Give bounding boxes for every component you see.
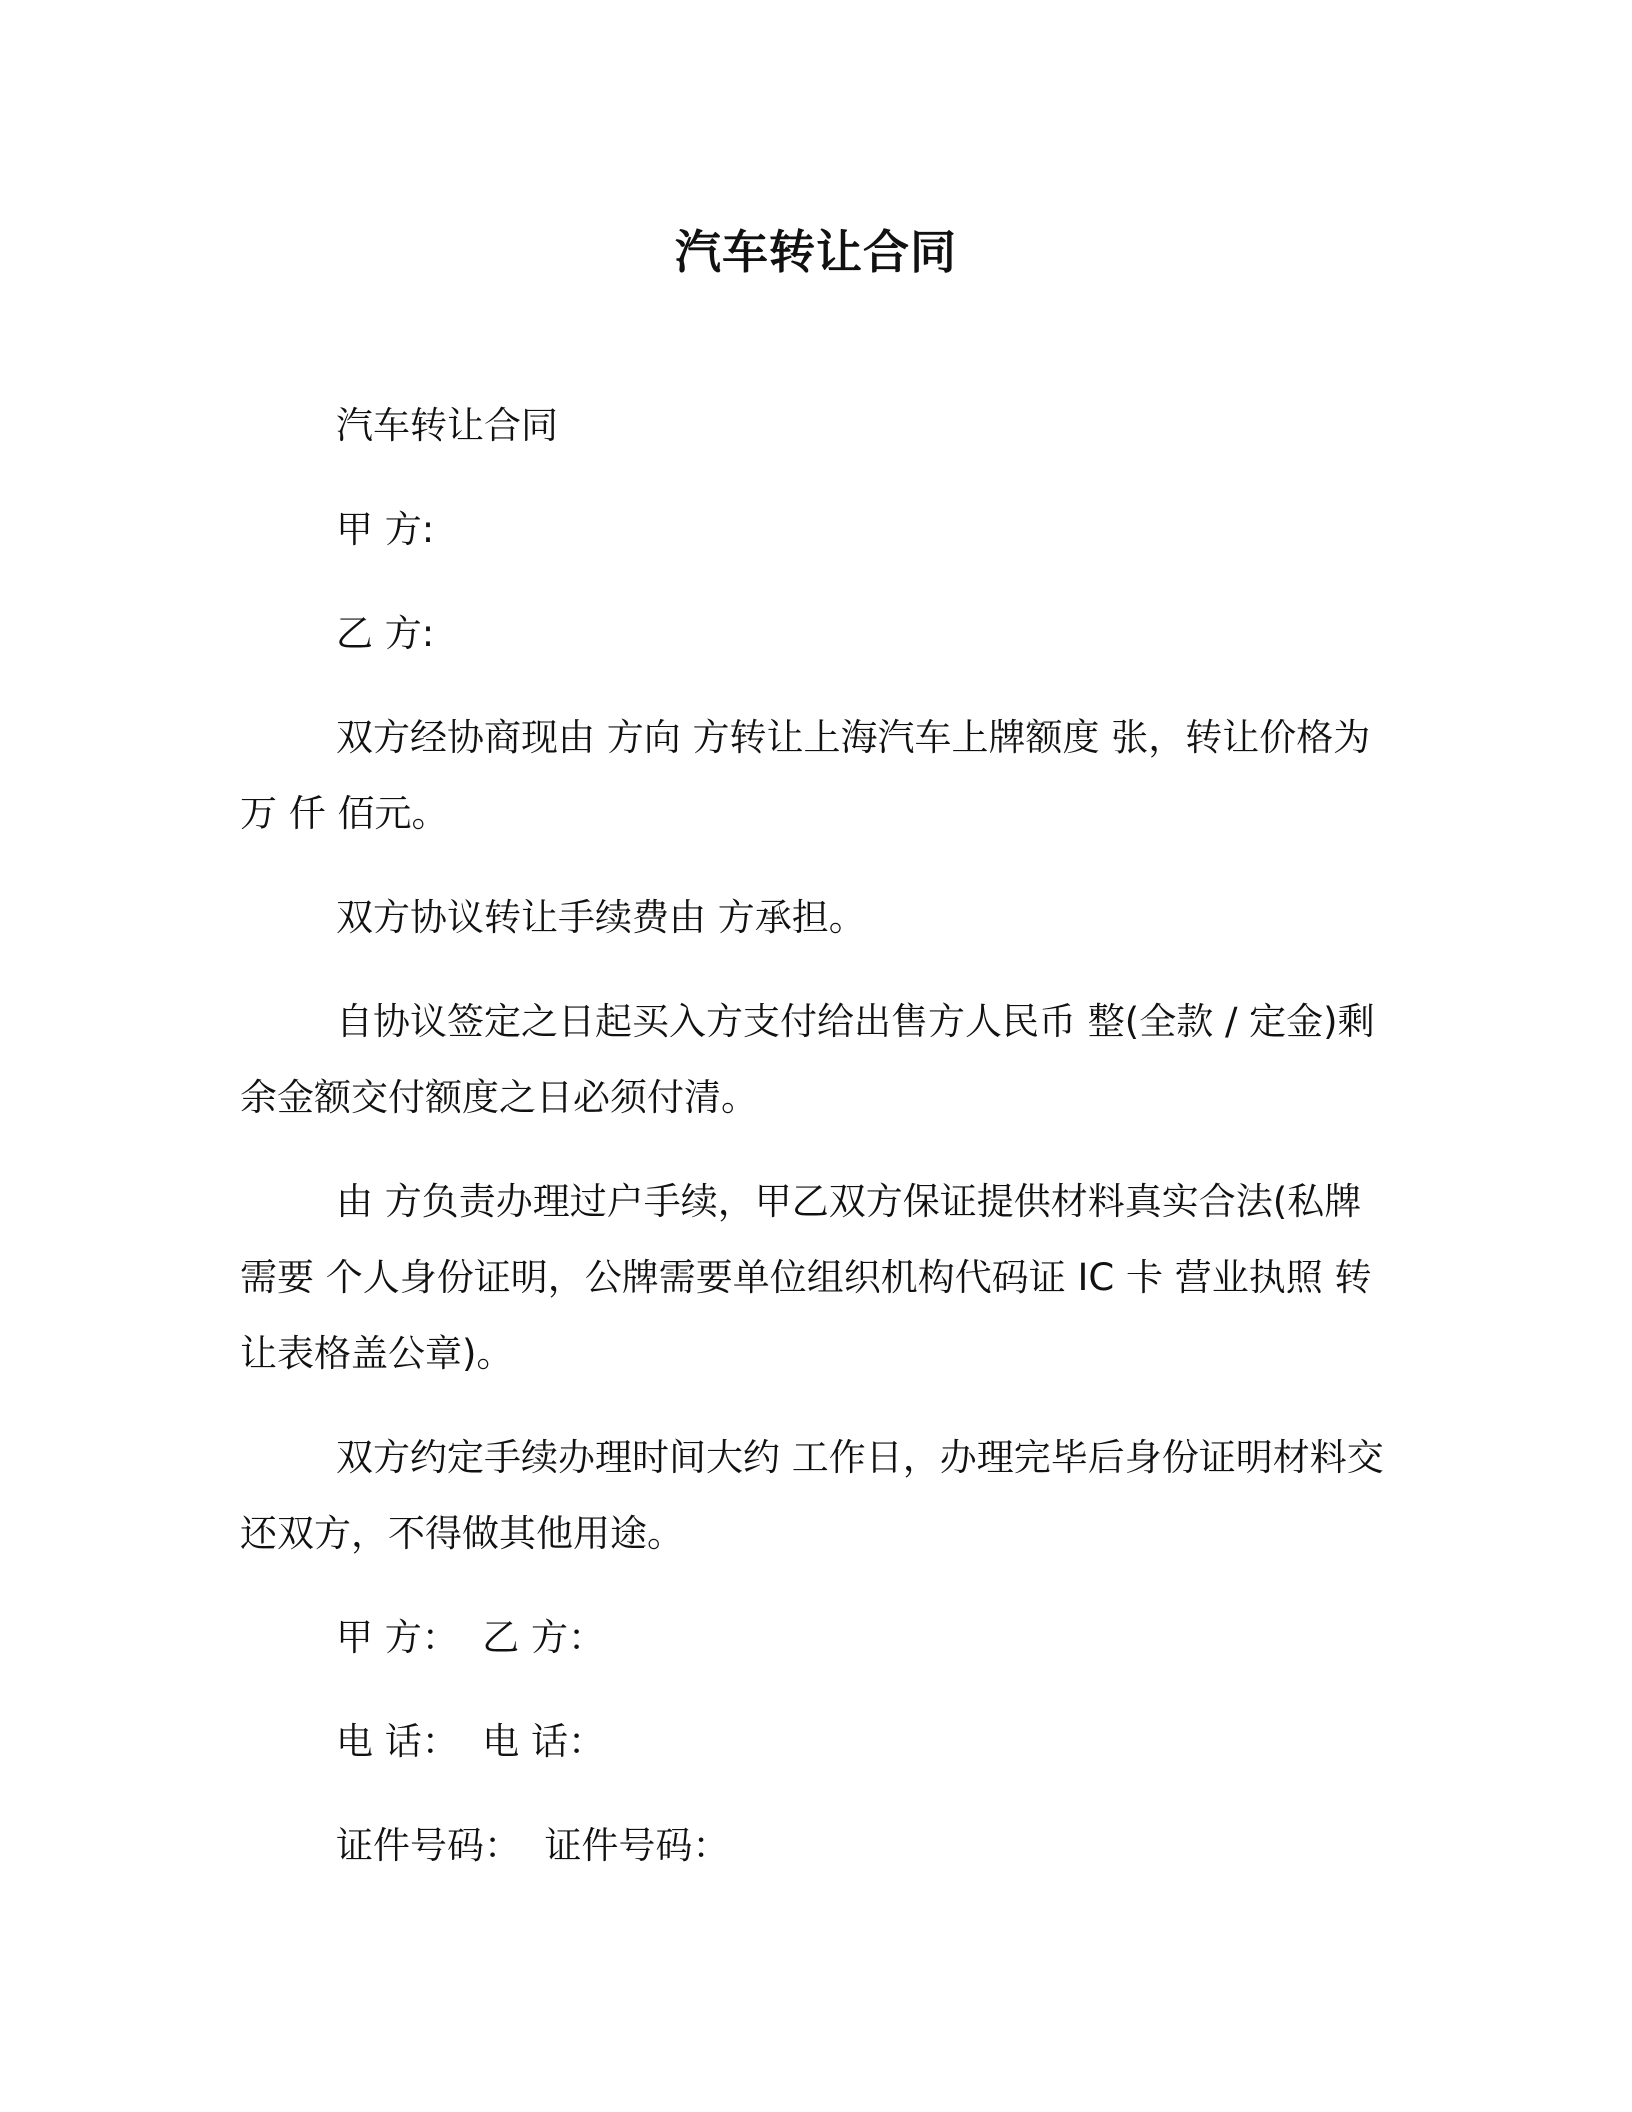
signature-id-number: 证件号码： 证件号码： [336,1824,730,1867]
signature-phone: 电 话： 电 话： [336,1720,606,1763]
document-title: 汽车转让合同 [675,225,957,279]
party-b-label: 乙 方: [336,612,435,655]
signature-parties: 甲 方： 乙 方： [336,1616,606,1659]
party-a-label: 甲 方: [336,508,435,551]
clause-fee: 双方协议转让手续费由 方承担。 [336,896,866,939]
clause-transfer-price: 双方经协商现由 方向 方转让上海汽车上牌额度 张，转让价格为万 仟 佰元。 [240,716,1371,835]
contract-heading: 汽车转让合同 [336,404,558,447]
clause-timeline: 双方约定手续办理时间大约 工作日，办理完毕后身份证明材料交还双方，不得做其他用途。 [240,1436,1384,1555]
clause-procedures: 由 方负责办理过户手续，甲乙双方保证提供材料真实合法(私牌需要 个人身份证明，公牌需要单位组织机构代码证 IC 卡 营业执照 转让表格盖公章)。 [240,1180,1372,1375]
document-body [240,388,1392,1912]
clause-payment: 自协议签定之日起买入方支付给出售方人民币 整(全款 / 定金)剩余金额交付额度之日必须付清。 [240,1000,1375,1119]
